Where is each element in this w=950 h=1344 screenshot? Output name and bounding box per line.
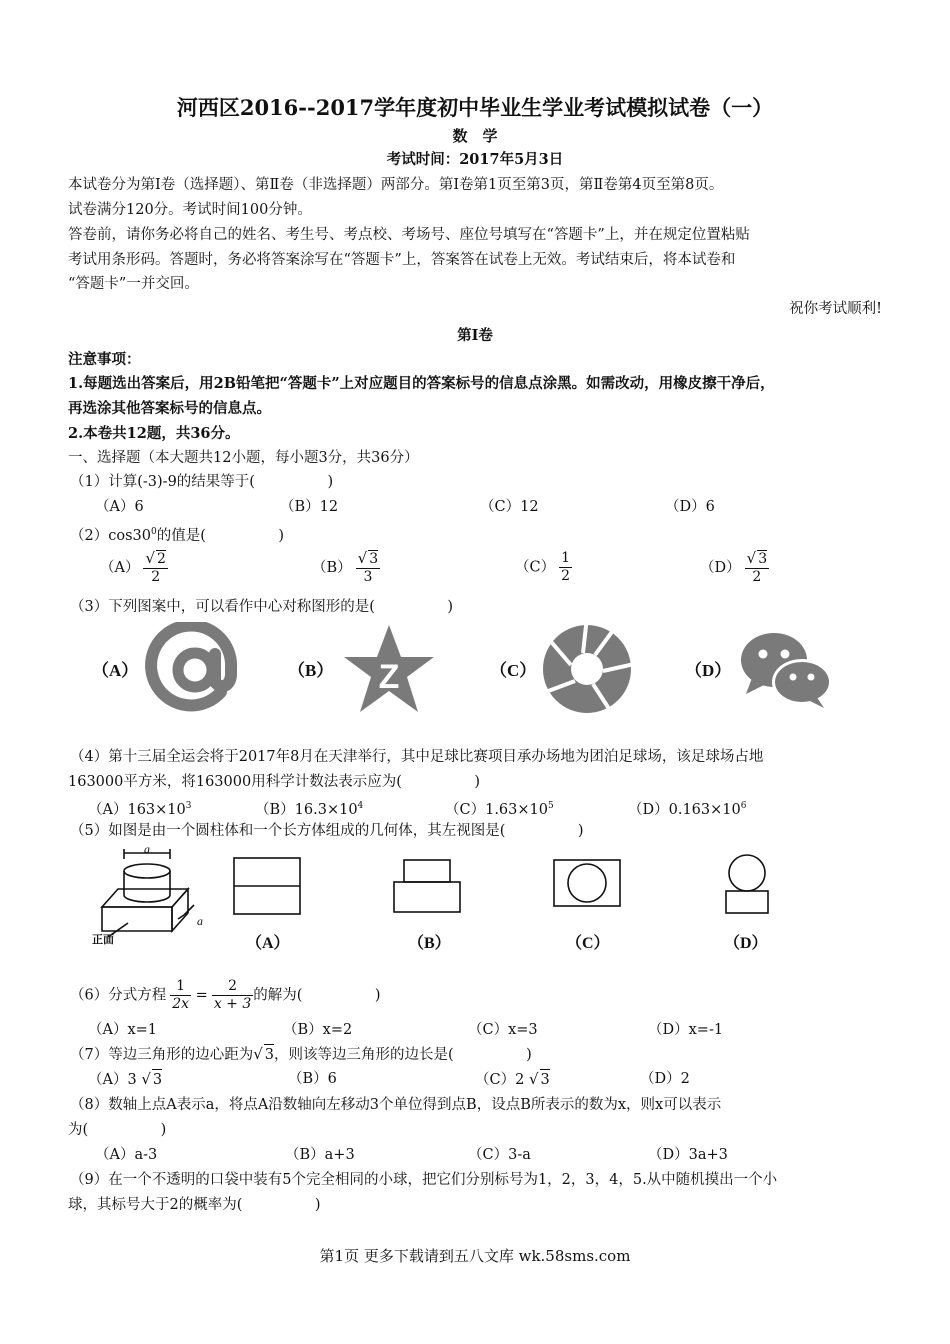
q6-fraction-2: $\frac{2}{x + 3}$ — [213, 978, 252, 1012]
q5-label-d: （D） — [724, 935, 768, 952]
q2-d-fraction: $\frac{√ 3}{2}$ — [746, 549, 768, 585]
q8-option-a: （A）a-3 — [95, 1147, 158, 1163]
dimension-a-label-side: a — [197, 914, 203, 928]
q7-stem: （7）等边三角形的边心距为√ 3，则该等边三角形的边长是( ) — [70, 1045, 532, 1063]
q5-label-a: （A） — [246, 935, 290, 952]
q1-option-c: （C）12 — [480, 499, 539, 515]
q4-stem-2: 163000平方米，将163000用科学计数法表示应为( ) — [68, 774, 481, 790]
q7-option-b: （B）6 — [288, 1071, 337, 1087]
q1-option-a: （A）6 — [95, 499, 144, 515]
q2-stem: $(2)\cos 30^0$的值是( ) — [70, 527, 285, 544]
q2-c-fraction: $\frac{1}{2}$ — [561, 550, 571, 584]
section-title: 第Ⅰ卷 — [457, 327, 493, 344]
q3-label-c: （C） — [490, 661, 537, 680]
part-1-heading: 一、选择题（本大题共12小题，每小题3分，共36分） — [68, 450, 419, 466]
q8-option-b: （B）a+3 — [285, 1147, 355, 1163]
intro-line-3: 答卷前，请你务必将自己的姓名、考生号、考点校、考场号、座位号填写在“答题卡”上，并在规定位置粘贴 — [68, 227, 750, 243]
notes-title: 注意事项： — [68, 351, 141, 368]
subject-label: 数 学 — [452, 127, 498, 145]
q1-stem: （1）计算(-3)-9的结果等于( ) — [70, 474, 334, 490]
q5-view-a — [232, 856, 304, 916]
q8-option-c: （C）3-a — [468, 1147, 531, 1163]
at-sign-icon — [143, 622, 239, 718]
q2-option-d: （D） $\frac{√ 3}{2}$ — [700, 549, 768, 585]
q7-option-a: （A）3 √ 3 — [88, 1070, 163, 1088]
q2-a-fraction: $\frac{√ 2}{2}$ — [145, 549, 166, 585]
q3-stem: （3）下列图案中，可以看作中心对称图形的是( ) — [70, 599, 454, 615]
solid-figure — [88, 845, 218, 945]
q4-option-a: $(A)163\times 10^3$ — [88, 801, 192, 818]
q2-b-fraction: $\frac{√ 3}{3}$ — [357, 549, 379, 585]
q3-label-d: （D） — [685, 661, 732, 680]
dimension-a-label: a — [144, 845, 150, 856]
star-z-letter: Z — [378, 658, 400, 696]
q5-view-d — [720, 852, 776, 918]
intro-line-5: “答题卡”一并交回。 — [68, 276, 199, 292]
page-title: 河西区2016--2017学年度初中毕业生学业考试模拟试卷（一） — [176, 95, 774, 120]
front-label: 正面 — [92, 933, 114, 945]
note-2: 2.本卷共12题，共36分。 — [68, 425, 240, 442]
intro-line-1: 本试卷分为第Ⅰ卷（选择题）、第Ⅱ卷（非选择题）两部分。第Ⅰ卷第1页至第3页，第Ⅱ卷第4页至第8页。 — [68, 177, 724, 193]
q1-option-b: （B）12 — [280, 499, 339, 515]
q6-stem: （6）分式方程 $\frac{1}{2x}$ = $\frac{2}{x + 3}$ 的解为( ) — [70, 978, 381, 1012]
q6-fraction-1: $\frac{1}{2x}$ — [172, 978, 190, 1012]
note-1a: 1.每题选出答案后，用2B铅笔把“答题卡”上对应题目的答案标号的信息点涂黑。如需改动，用橡皮擦干净后， — [68, 375, 775, 392]
q1-option-d: （D）6 — [665, 499, 715, 515]
q5-label-c: （C） — [566, 935, 610, 952]
q4-stem-1: （4）第十三届全运会将于2017年8月在天津举行，其中足球比赛项目承办场地为团泊足球场，该足球场占地 — [70, 749, 764, 765]
q6-option-d: （D）x=-1 — [648, 1022, 724, 1038]
q2-option-c: （C） $\frac{1}{2}$ — [515, 550, 571, 584]
q6-option-c: （C）x=3 — [468, 1022, 538, 1038]
aperture-icon — [540, 622, 634, 716]
intro-line-4: 考试用条形码。答题时，务必将答案涂写在“答题卡”上，答案答在试卷上无效。考试结束后，将本试卷和 — [68, 252, 736, 268]
q8-stem-2: 为( ) — [68, 1122, 167, 1138]
q4-option-b: $(B)16.3\times 10^4$ — [255, 801, 364, 818]
q5-stem: （5）如图是由一个圆柱体和一个长方体组成的几何体，其左视图是( ) — [70, 823, 584, 839]
page-footer[interactable]: 第1页 更多下载请到五八文库 wk.58sms.com — [319, 1247, 631, 1265]
star-z-icon — [342, 622, 436, 716]
q6-option-b: （B）x=2 — [283, 1022, 353, 1038]
q8-stem-1: （8）数轴上点A表示a，将点A沿数轴向左移动3个单位得到点B，设点B所表示的数为x，则x可以表示 — [70, 1097, 722, 1113]
q6-option-a: （A）x=1 — [88, 1022, 158, 1038]
q9-stem-2: 球，其标号大于2的概率为( ) — [68, 1197, 321, 1213]
q4-option-d: $(D)0.163\times 10^6$ — [628, 801, 747, 818]
q5-view-b — [392, 856, 466, 916]
q7-option-d: （D）2 — [640, 1071, 690, 1087]
q5-label-b: （B） — [408, 935, 451, 952]
q2-option-a: （A） $\frac{√ 2}{2}$ — [100, 549, 166, 585]
q9-stem-1: （9）在一个不透明的口袋中装有5个完全相同的小球，把它们分别标号为1，2，3，4，5.从中随机摸出一个小 — [70, 1172, 778, 1188]
wish-text: 祝你考试顺利! — [789, 301, 882, 317]
q7-option-c: （C）2 √ 3 — [475, 1070, 550, 1088]
q3-label-b: （B） — [288, 661, 334, 680]
q5-view-c — [552, 858, 624, 910]
q8-option-d: （D）3a+3 — [648, 1147, 728, 1163]
exam-time: 考试时间：2017年5月3日 — [386, 151, 564, 168]
q3-label-a: （A） — [92, 661, 139, 680]
chat-bubbles-icon — [738, 630, 834, 710]
q2-option-b: （B） $\frac{√ 3}{3}$ — [312, 549, 379, 585]
intro-line-2: 试卷满分120分。考试时间100分钟。 — [68, 202, 312, 218]
q4-option-c: $(C)1.63\times 10^5$ — [445, 801, 554, 818]
note-1b: 再选涂其他答案标号的信息点。 — [68, 400, 271, 417]
